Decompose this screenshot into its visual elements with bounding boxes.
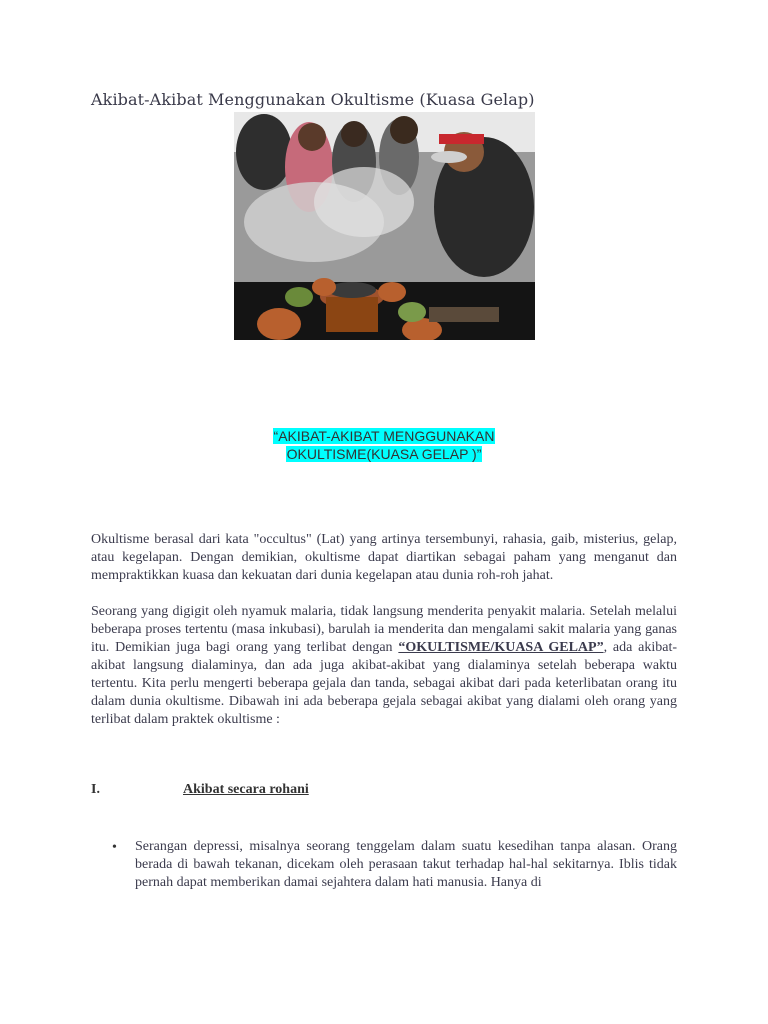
bullet-item-depression: Serangan depressi, misalnya seorang tenggelam dalam suatu kesedihan tanpa alasan. Orang berada di bawah tekanan, dicekam oleh perasaan takut terhadap hal-hal sekitarnya. Iblis tidak pernah dapat memberikan damai sejahtera dalam hati manusia. Hanya di bbox=[135, 839, 677, 890]
section-number: I. bbox=[91, 782, 100, 797]
paragraph-malaria-analogy bbox=[91, 603, 677, 729]
photo-illustration bbox=[234, 112, 535, 340]
bullet-marker: • bbox=[112, 840, 117, 855]
okultisme-emphasis: “OKULTISME/KUASA GELAP” bbox=[398, 640, 604, 655]
paragraph-definition: Okultisme berasal dari kata "occultus" (Lat) yang artinya tersembunyi, rahasia, gaib, misterius, gelap, atau kegelapan. Dengan demikian, okultisme dapat diartikan sebagai paham yang menganut dan mempraktikkan kuasa dan kekuatan dari dunia kegelapan atau dunia roh-roh jahat. bbox=[91, 532, 677, 583]
heading-line-2: OKULTISME(KUASA GELAP )” bbox=[286, 446, 482, 462]
section-title: Akibat secara rohani bbox=[183, 782, 309, 797]
document-title: Akibat-Akibat Menggunakan Okultisme (Kuasa Gelap) bbox=[91, 90, 535, 109]
paragraph-text-part: Seorang yang digigit oleh nyamuk malaria, tidak langsung menderita penyakit malaria. Setelah melalui beberapa proses tertentu (masa inkubasi), barulah ia menderita dan mengalami sakit malaria yang ganas itu. Demikian juga bagi orang yang terlibat dengan bbox=[91, 604, 677, 655]
ritual-photo bbox=[234, 112, 535, 340]
paragraph-text-part: , ada akibat-akibat langsung dialaminya, dan ada juga akibat-akibat yang dialaminya setelah beberapa waktu tertentu. Kita perlu mengerti beberapa gejala dan tanda, sebagai akibat dari pada keterlibatan orang itu dalam dunia okultisme. Dibawah ini ada beberapa gejala sebagai akibat yang dialami oleh orang yang terlibat dalam praktek okultisme : bbox=[91, 640, 678, 727]
heading-line-1: “AKIBAT-AKIBAT MENGGUNAKAN bbox=[273, 428, 495, 444]
document-heading bbox=[253, 427, 515, 463]
